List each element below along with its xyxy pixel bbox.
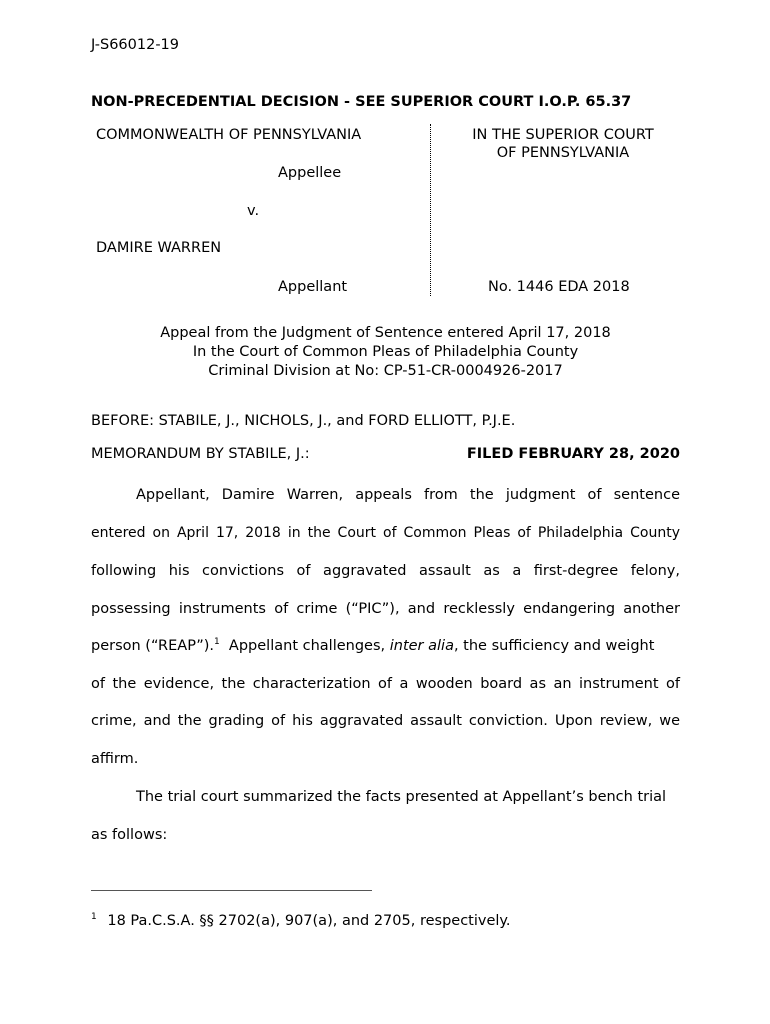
body-line-with-footnote (91, 638, 680, 654)
appeal-line-1: Appeal from the Judgment of Sentence entered April 17, 2018 (160, 325, 611, 341)
body-line: following his convictions of aggravated assault as a first-degree felony, (91, 563, 680, 579)
footnote (91, 913, 511, 929)
body-line: Appellant, Damire Warren, appeals from the judgment of sentence (136, 487, 680, 503)
caption-court-name (448, 127, 678, 161)
caption-versus: v. (247, 203, 260, 219)
panel-before: BEFORE: STABILE, J., NICHOLS, J., and FORD ELLIOTT, P.J.E. (91, 413, 516, 429)
non-precedential-notice: NON-PRECEDENTIAL DECISION - SEE SUPERIOR COURT I.O.P. 65.37 (91, 94, 632, 110)
docket-reference: J-S66012-19 (91, 37, 180, 53)
appeal-info (91, 324, 680, 381)
body-line: crime, and the grading of his aggravated assault conviction. Upon review, we (91, 713, 680, 729)
appeal-line-3: Criminal Division at No: CP-51-CR-0004926-2017 (208, 363, 563, 379)
caption-party-appellant-name: DAMIRE WARREN (96, 240, 222, 256)
body-line: entered on April 17, 2018 in the Court of Common Pleas of Philadelphia County (91, 525, 680, 541)
footnote-marker: 1 (91, 912, 97, 923)
body-text-segment: Appellant challenges, (219, 638, 390, 654)
docket-number: No. 1446 EDA 2018 (488, 279, 630, 295)
body-line: possessing instruments of crime (“PIC”), and recklessly endangering another (91, 601, 680, 617)
memorandum-author: MEMORANDUM BY STABILE, J.: (91, 446, 310, 462)
filed-date: FILED FEBRUARY 28, 2020 (466, 446, 680, 462)
caption-party-appellee-name: COMMONWEALTH OF PENNSYLVANIA (96, 127, 362, 143)
body-italic-term: inter alia (389, 638, 454, 654)
court-line-1: IN THE SUPERIOR COURT (472, 127, 654, 143)
body-text-segment: , the sufficiency and weight (453, 638, 655, 654)
appeal-line-2: In the Court of Common Pleas of Philadelphia County (192, 344, 579, 360)
body-line: affirm. (91, 751, 139, 767)
footnote-text: 18 Pa.C.S.A. §§ 2702(a), 907(a), and 2705, respectively. (107, 913, 511, 929)
court-line-2: OF PENNSYLVANIA (496, 145, 630, 161)
body-line: as follows: (91, 827, 168, 843)
footnote-reference[interactable]: 1 (213, 637, 220, 648)
caption-appellant-role: Appellant (278, 279, 348, 295)
caption-divider (430, 124, 431, 296)
body-line: The trial court summarized the facts presented at Appellant’s bench trial (136, 789, 667, 805)
footnote-separator (91, 890, 372, 891)
body-text-segment: person (“REAP”). (91, 638, 214, 654)
body-line: of the evidence, the characterization of a wooden board as an instrument of (91, 676, 680, 692)
caption-appellee-role: Appellee (278, 165, 342, 181)
